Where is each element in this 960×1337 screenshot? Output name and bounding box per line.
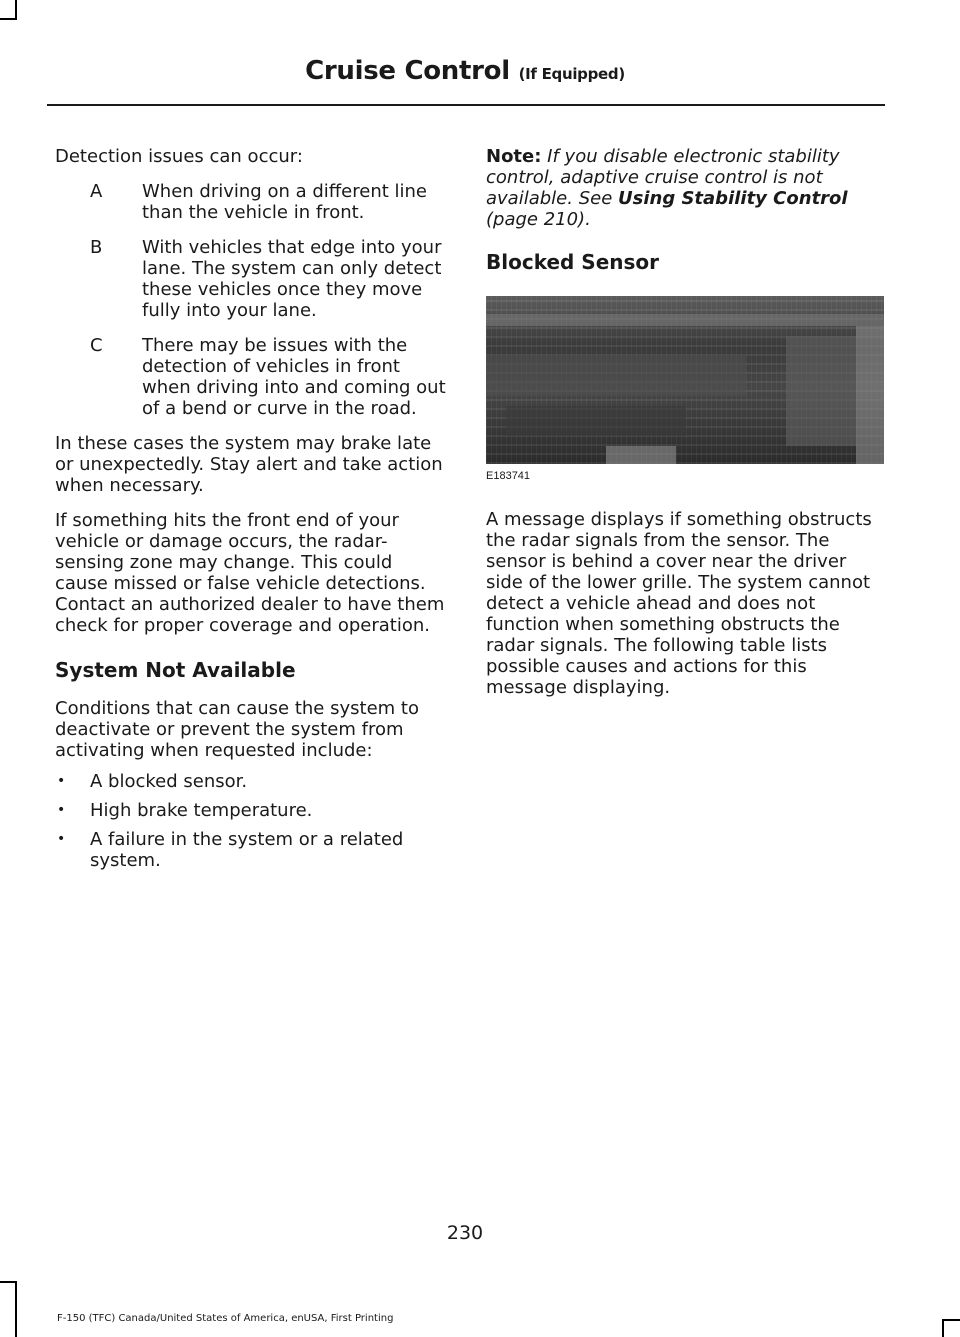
note-label: Note: bbox=[486, 146, 542, 167]
right-column bbox=[486, 146, 884, 712]
note-page-ref: (page 210). bbox=[486, 209, 591, 230]
paragraph: Conditions that can cause the system to deactivate or prevent the system from activating when requested include: bbox=[55, 698, 419, 761]
bullet-text: A blocked sensor. bbox=[90, 771, 248, 792]
item-key: C bbox=[90, 335, 103, 356]
bullet-dot-icon: • bbox=[57, 773, 66, 789]
bullet-text: A failure in the system or a related system. bbox=[90, 829, 404, 871]
list-item bbox=[55, 237, 447, 321]
page-number: 230 bbox=[446, 1222, 484, 1244]
bullet-item bbox=[55, 771, 447, 792]
crop-mark bbox=[942, 1319, 944, 1337]
page-title bbox=[0, 56, 930, 86]
bullet-text: High brake temperature. bbox=[90, 800, 313, 821]
crop-mark bbox=[0, 1281, 17, 1283]
intro-text: Detection issues can occur: bbox=[55, 146, 303, 167]
paragraph: A message displays if something obstructs the radar signals from the sensor. The sensor is behind a cover near the driver side of the lower grille. The system cannot detect a vehicle ahead and does not function when something obstructs the radar signals. The following table lists possible causes and actions for this message displaying. bbox=[486, 509, 872, 698]
bullet-dot-icon: • bbox=[57, 802, 66, 818]
paragraph: If something hits the front end of your vehicle or damage occurs, the radar-sensing zone may change. This could cause missed or false vehicle detections. Contact an authorized dealer to have them check for proper coverage and operation. bbox=[55, 510, 445, 636]
figure-detail bbox=[506, 406, 686, 436]
crop-mark bbox=[942, 1319, 960, 1321]
note bbox=[486, 146, 884, 230]
section-heading: Blocked Sensor bbox=[486, 250, 660, 274]
header-divider bbox=[47, 104, 885, 106]
figure-detail bbox=[786, 336, 856, 446]
list-item bbox=[55, 335, 447, 419]
crop-mark bbox=[15, 1281, 17, 1337]
note-text: If you disable electronic stability control, adaptive cruise control is not available. See bbox=[486, 146, 840, 209]
item-key: B bbox=[90, 237, 103, 258]
figure-detail bbox=[856, 326, 884, 464]
paragraph: In these cases the system may brake late or unexpectedly. Stay alert and take action when necessary. bbox=[55, 433, 443, 496]
title-subtitle: (If Equipped) bbox=[518, 65, 625, 83]
left-column bbox=[55, 146, 447, 879]
blocked-sensor-figure bbox=[486, 296, 884, 464]
bullet-dot-icon: • bbox=[57, 831, 66, 847]
note-link[interactable]: Using Stability Control bbox=[618, 188, 848, 209]
crop-mark bbox=[0, 18, 17, 20]
item-text: With vehicles that edge into your lane. The system can only detect these vehicles once they move fully into your lane. bbox=[142, 237, 442, 321]
crop-mark bbox=[15, 0, 17, 20]
bullet-item bbox=[55, 829, 447, 871]
list-item bbox=[55, 181, 447, 223]
figure-detail bbox=[486, 314, 884, 326]
figure-detail bbox=[606, 446, 676, 464]
title-text: Cruise Control bbox=[305, 56, 510, 86]
figure-caption: E183741 bbox=[486, 470, 531, 482]
bullet-item bbox=[55, 800, 447, 821]
item-key: A bbox=[90, 181, 103, 202]
footer-text: F-150 (TFC) Canada/United States of America, enUSA, First Printing bbox=[57, 1313, 394, 1324]
item-text: When driving on a different line than the vehicle in front. bbox=[142, 181, 427, 223]
section-heading: System Not Available bbox=[55, 658, 296, 682]
figure-detail bbox=[486, 356, 746, 396]
item-text: There may be issues with the detection of vehicles in front when driving into and coming out of a bend or curve in the road. bbox=[142, 335, 446, 419]
